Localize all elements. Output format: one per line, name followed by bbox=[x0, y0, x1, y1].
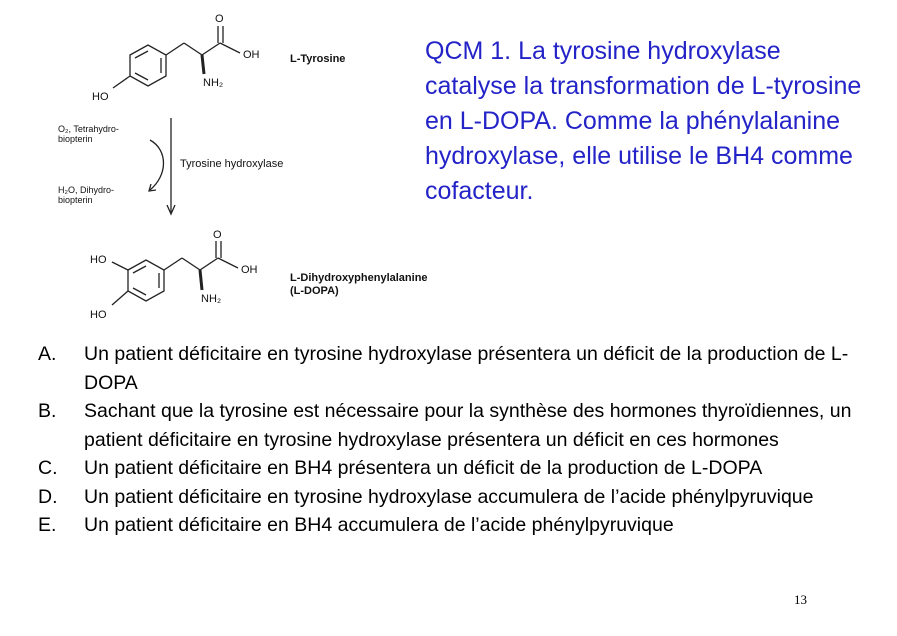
question-title: QCM 1. La tyrosine hydroxylase catalyse la transformation de L-tyrosine en L-DOPA. Comme la phénylalanine hydroxylase, elle utilise le BH4 comme cofacteur. bbox=[425, 37, 862, 205]
tyrosine-carbonyl-o: O bbox=[215, 13, 224, 25]
ldopa-nh2: NH₂ bbox=[201, 293, 222, 305]
answer-text: Un patient déficitaire en BH4 présentera un déficit de la production de L-DOPA bbox=[84, 457, 763, 479]
answer-text: Un patient déficitaire en tyrosine hydroxylase présentera un déficit de la production de L-DOPA bbox=[84, 343, 849, 394]
page-number: 13 bbox=[794, 592, 807, 607]
cofactor-in-line1: O₂, Tetrahydro- bbox=[58, 124, 119, 134]
tyrosine-oh: OH bbox=[243, 49, 260, 61]
enzyme-label: Tyrosine hydroxylase bbox=[180, 158, 284, 170]
answer-b[interactable] bbox=[38, 397, 878, 454]
cofactor-out-line1: H₂O, Dihydro- bbox=[58, 185, 115, 195]
tyrosine-nh2: NH₂ bbox=[203, 77, 224, 89]
ldopa-label-line1: L-Dihydroxyphenylalanine bbox=[290, 272, 428, 284]
answer-d[interactable] bbox=[38, 483, 878, 512]
ldopa-ho-top: HO bbox=[90, 254, 107, 266]
answer-text: Un patient déficitaire en tyrosine hydroxylase accumulera de l’acide phénylpyruvique bbox=[84, 485, 814, 508]
answer-a[interactable] bbox=[38, 340, 878, 397]
answer-letter: D. bbox=[38, 485, 58, 508]
ldopa-ho-bottom: HO bbox=[90, 309, 107, 321]
answer-letter: C. bbox=[38, 457, 58, 479]
answer-letter: B. bbox=[38, 400, 57, 422]
tyrosine-label: L-Tyrosine bbox=[290, 53, 346, 65]
reaction-arrow bbox=[149, 118, 175, 214]
answer-e[interactable] bbox=[38, 511, 878, 540]
ldopa-carbonyl-o: O bbox=[213, 229, 222, 241]
answer-text: Un patient déficitaire en BH4 accumulera de l’acide phénylpyruvique bbox=[84, 514, 674, 536]
answer-text: Sachant que la tyrosine est nécessaire pour la synthèse des hormones thyroïdiennes, un patient déficitaire en tyrosine hydroxylase présentera un déficit en ces hormones bbox=[84, 400, 852, 451]
answer-letter: A. bbox=[38, 343, 57, 365]
ldopa-label-line2: (L-DOPA) bbox=[290, 285, 339, 297]
answer-letter: E. bbox=[38, 514, 57, 536]
cofactor-out-line2: biopterin bbox=[58, 195, 93, 205]
tyrosine-ho: HO bbox=[92, 91, 109, 103]
answer-c[interactable] bbox=[38, 454, 878, 483]
answer-list bbox=[38, 340, 878, 540]
ldopa-oh: OH bbox=[241, 264, 258, 276]
cofactor-in-line2: biopterin bbox=[58, 134, 93, 144]
